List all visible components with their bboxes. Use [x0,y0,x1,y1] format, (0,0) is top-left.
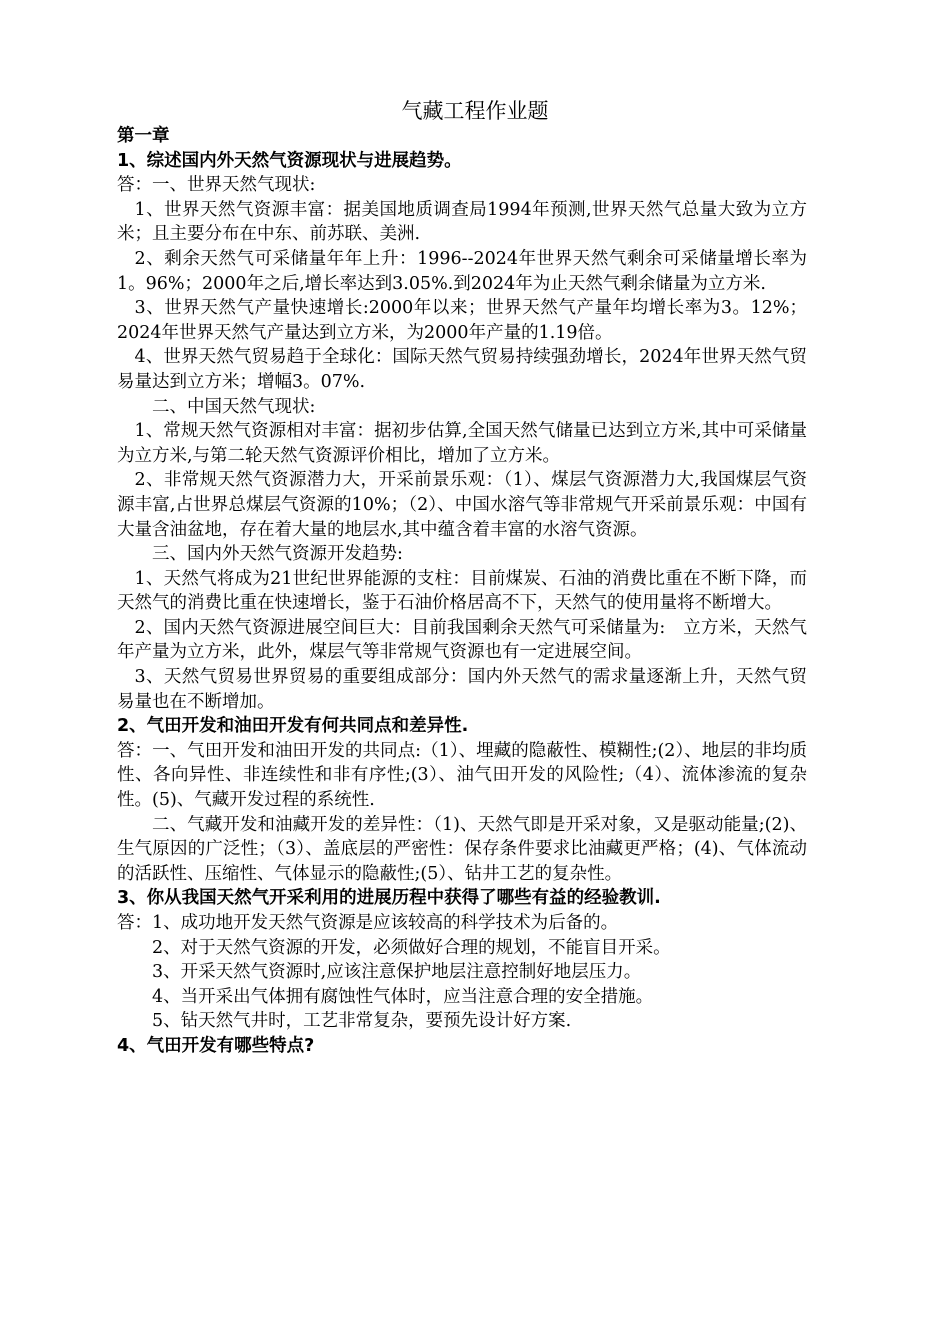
answer-line: 2、剩余天然气可采储量年年上升：1996--2024年世界天然气剩余可采储量增长率为1。96%；2000年之后,增长率达到3.05%.到2024年为止天然气剩余储量为立方米. [117,248,807,294]
answer-line: 4、世界天然气贸易趋于全球化：国际天然气贸易持续强劲增长，2024年世界天然气贸易量达到立方米；增幅3。07%. [117,347,807,392]
answer-line: 3、世界天然气产量快速增长:2000年以来；世界天然气产量年均增长率为3。12%；2024年世界天然气产量达到立方米，为2000年产量的1.19倍。 [117,298,807,343]
answer-line: 1、天然气将成为21世纪世界能源的支柱：目前煤炭、石油的消费比重在不断下降，而天然气的消费比重在快速增长，鉴于石油价格居高不下，天然气的使用量将不断增大。 [117,568,807,614]
answer-line: 3、开采天然气资源时,应该注意保护地层注意控制好地层压力。 [152,962,642,983]
answer-line: 4、当开采出气体拥有腐蚀性气体时，应当注意合理的安全措施。 [152,986,654,1007]
answer-line: 2、国内天然气资源进展空间巨大：目前我国剩余天然气可采储量为: 立方米，天然气年产量为立方米，此外，煤层气等非常规气资源也有一定进展空间。 [117,617,807,663]
answer-line: 答：一、气田开发和油田开发的共同点:（1）、埋藏的隐蔽性、模糊性;(2）、地层的非均质性、各向异性、非连续性和非有序性;(3）、油气田开发的风险性;（4）、流体渗流的复杂性。(5)、气藏开发过程的系统性. [117,740,807,811]
question-2-heading: 2、气田开发和油田开发有何共同点和差异性. [117,716,469,737]
question-3-heading: 3、你从我国天然气开采利用的进展历程中获得了哪些有益的经验教训. [117,888,661,909]
chapter-heading: 第一章 [117,126,170,146]
answer-line: 二、气藏开发和油藏开发的差异性：（1)、天然气即是开采对象，又是驱动能量;(2)、生气原因的广泛性；（3）、盖底层的严密性：保存条件要求比油藏更严格；(4)、气体流动的活跃性、压缩性、气体显示的隐蔽性;(5）、钻井工艺的复杂性。 [117,814,807,884]
document-body [117,124,807,1059]
question-4-heading: 4、气田开发有哪些特点? [117,1035,315,1056]
answer-line: 1、常规天然气资源相对丰富：据初步估算,全国天然气储量已达到立方米,其中可采储量为立方米,与第二轮天然气资源评价相比，增加了立方米。 [117,421,807,466]
answer-line: 3、天然气贸易世界贸易的重要组成部分：国内外天然气的需求量逐渐上升，天然气贸易量也在不断增加。 [117,667,807,712]
answer-line: 二、中国天然气现状: [152,396,316,417]
answer-line: 三、国内外天然气资源开发趋势: [152,544,403,565]
answer-line: 1、世界天然气资源丰富：据美国地质调查局1994年预测,世界天然气总量大致为立方米；且主要分布在中东、前苏联、美洲. [117,199,807,245]
document-title: 气藏工程作业题 [401,99,549,123]
answer-line: 答：一、世界天然气现状: [117,175,316,196]
answer-line: 2、非常规天然气资源潜力大，开采前景乐观：（1）、煤层气资源潜力大,我国煤层气资源丰富,占世界总煤层气资源的10%；（2）、中国水溶气等非常规气开采前景乐观：中国有大量含油盆地，存在着大量的地层水,其中蕴含着丰富的水溶气资源。 [117,470,807,540]
answer-line: 2、对于天然气资源的开发，必须做好合理的规划，不能盲目开采。 [152,937,671,958]
answer-line: 答：1、成功地开发天然气资源是应该较高的科学技术为后备的。 [117,913,619,933]
question-1-heading: 1、综述国内外天然气资源现状与进展趋势。 [117,150,462,171]
answer-line: 5、钻天然气井时，工艺非常复杂，要预先设计好方案. [152,1011,572,1032]
